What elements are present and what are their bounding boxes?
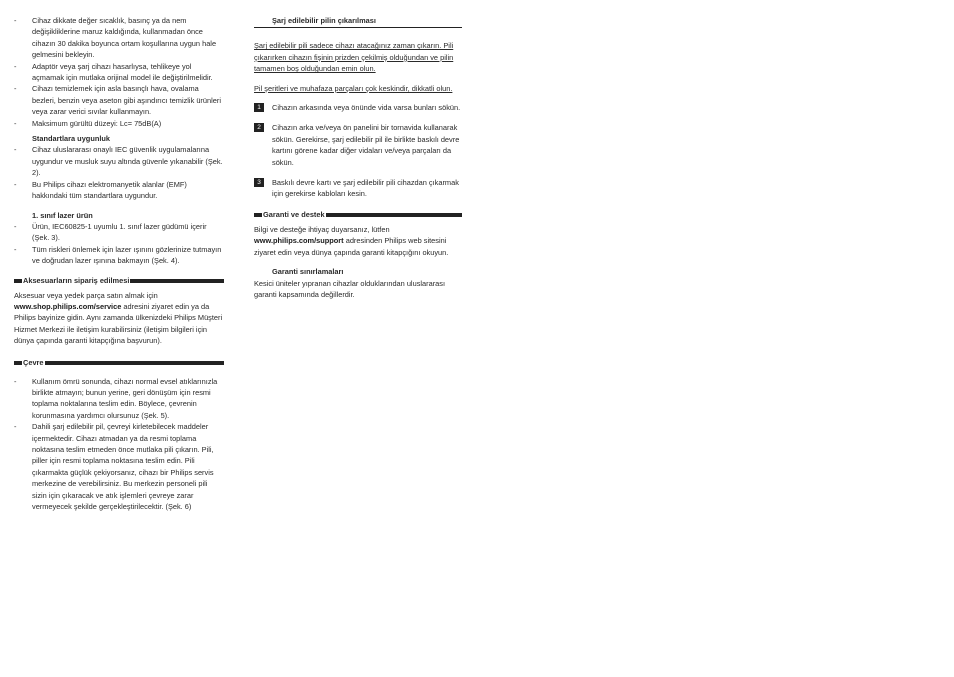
- step-number-badge: 1: [254, 103, 264, 112]
- warranty-limits-text: Kesici üniteler yıpranan cihazlar olduklarından uluslararası garanti kapsamında değillerdir.: [254, 278, 446, 299]
- warranty-limits-title: Garanti sınırlamaları: [272, 267, 344, 277]
- environment-heading: Çevre: [14, 357, 224, 366]
- list-item: - Cihaz dikkate değer sıcaklık, basınç ya da nem değişikliklerine maruz kaldığında, kullanmadan önce cihazın 30 dakika boyunca ortam koşullarına uygun hale gelmesini bekleyin.: [14, 16, 217, 60]
- list-item: - Cihaz uluslararası onaylı IEC güvenlik uygulamalarına uygundur ve musluk suyu altında güvenle yıkanabilir (Şek. 2).: [14, 145, 223, 178]
- laser-title: 1. sınıf lazer ürün: [32, 210, 93, 220]
- step-2: 2 Cihazın arka ve/veya ön panelini bir tornavida kullanarak sökün. Gerekirse, şarj edilebilir pil ile birlikte baskılı devre kartını görene kadar diğer vidaları ve/veya parçaları da sökün.: [254, 122, 462, 168]
- list-item: - Dahili şarj edilebilir pil, çevreyi kirletebilecek maddeler içermektedir. Cihazı atmadan ya da resmi toplama noktasına teslim etmeden önce mutlaka pili çıkarın. Pili, piller için resmi toplama noktasına teslim edin. Pili çıkarmakta güçlük çekiyorsanız, cihazı bir Philips servis merkezine de verebilirsiniz. Bu merkezin personeli pili sizin için çıkaracak ve atık işlemleri çevreye zarar vermeyecek şekilde gerçekleştirilecektir. (Şek. 6): [14, 422, 214, 512]
- standards-title: Standartlara uygunluk: [32, 134, 111, 144]
- heading-bar: [14, 361, 224, 365]
- list-item: - Tüm riskleri önlemek için lazer ışınını gözlerinize tutmayın ve doğrudan lazer ışınına bakmayın (Şek. 4).: [14, 244, 222, 266]
- battery-caution: Pil şeritleri ve muhafaza parçaları çok keskindir, dikkatli olun.: [254, 83, 453, 93]
- warranty-paragraph: Bilgi ve desteğe ihtiyaç duyarsanız, lütfen www.philips.com/support adresinden Philips web sitesini ziyaret edin veya dünya çapında garanti kitapçığını okuyun.: [254, 224, 449, 257]
- accessories-heading: Aksesuarların sipariş edilmesi: [14, 275, 224, 284]
- accessories-intro: Aksesuar veya yedek parça satın almak için: [14, 290, 158, 300]
- list-item: - Cihazı temizlemek için asla basınçlı hava, ovalama bezleri, benzin veya aseton gibi aşındırıcı temizlik ürünleri veya zarar verici sıvılar kullanmayın.: [14, 84, 221, 117]
- step-number-badge: 3: [254, 178, 264, 187]
- battery-removal-title: Şarj edilebilir pilin çıkarılması: [254, 15, 462, 28]
- left-column: [14, 15, 224, 512]
- accessories-paragraph: www.shop.philips.com/service adresini ziyaret edin ya da Philips bayinize gidin. Aynı zamanda ülkenizdeki Philips Müşteri Hizmet Merkezi ile iletişim kurabilirsiniz (iletişim bilgileri için dünya çapında garanti kitapçığına başvurun).: [14, 301, 223, 346]
- shop-link[interactable]: www.shop.philips.com/service: [14, 301, 122, 311]
- bullet-list-top: [14, 15, 224, 129]
- step-1: 1 Cihazın arkasında veya önünde vida varsa bunları sökün.: [254, 102, 462, 113]
- list-item: - Ürün, IEC60825-1 uyumlu 1. sınıf lazer güdümü içerir (Şek. 3).: [14, 221, 207, 243]
- battery-warning: Şarj edilebilir pili sadece cihazı atacağınız zaman çıkarın. Pili çıkarırken cihazın fişinin prizden çekilmiş olduğundan ve pilin tamamen boş olduğundan emin olun.: [254, 41, 454, 74]
- list-item: - Maksimum gürültü düzeyi: Lc= 75dB(A): [14, 118, 162, 128]
- warranty-heading: Garanti ve destek: [254, 209, 462, 218]
- support-link[interactable]: www.philips.com/support: [254, 236, 344, 246]
- list-item: - Bu Philips cihazı elektromanyetik alanlar (EMF) hakkındaki tüm standartlara uygundur.: [14, 179, 187, 201]
- right-column: [254, 15, 462, 300]
- list-item: - Kullanım ömrü sonunda, cihazı normal evsel atıklarınızla birlikte atmayın; bunun yerine, geri dönüşüm için resmi toplama noktalarına teslim edin. Böylece, çevrenin korunmasına yardımcı olursunuz (Şek. 5).: [14, 376, 218, 420]
- step-number-badge: 2: [254, 123, 264, 132]
- step-3: 3 Baskılı devre kartı ve şarj edilebilir pili cihazdan çıkarmak için gerekirse kabloları kesin.: [254, 177, 462, 200]
- list-item: - Adaptör veya şarj cihazı hasarlıysa, tehlikeye yol açmamak için mutlaka orijinal model ile değiştirilmelidir.: [14, 61, 213, 83]
